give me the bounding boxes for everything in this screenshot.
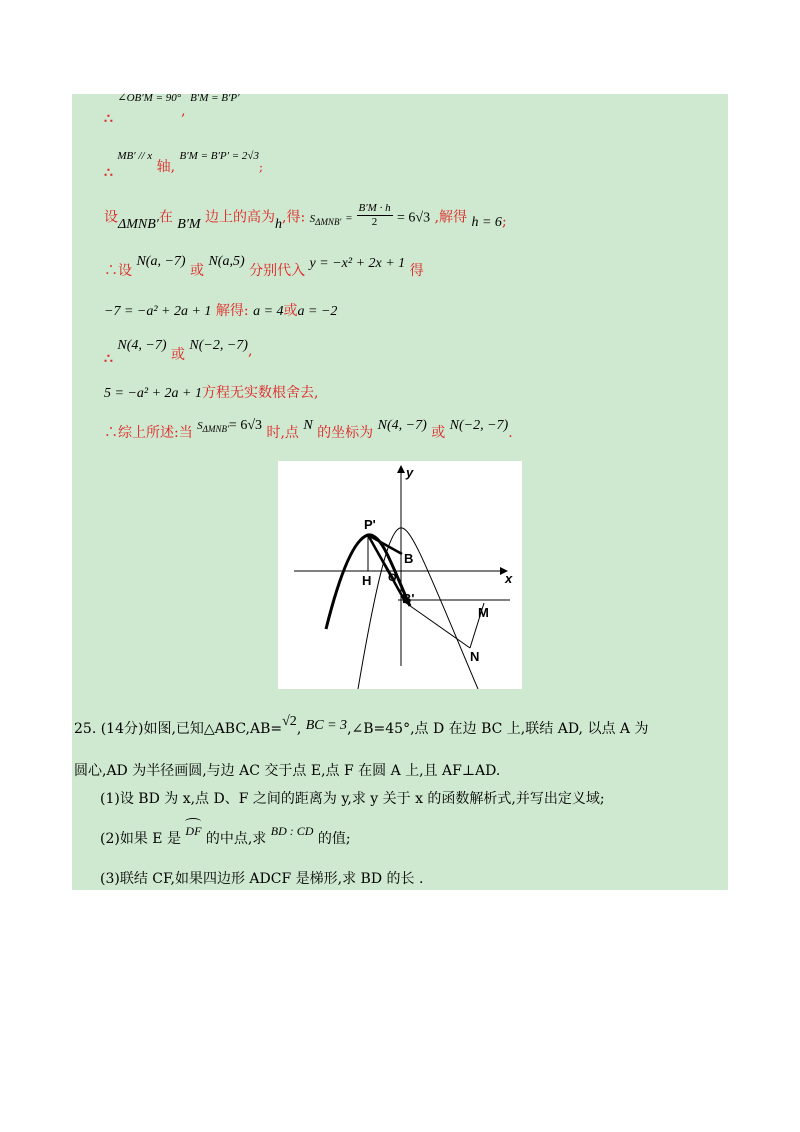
length-equation: B′M = B′P′ = 2√3: [179, 150, 259, 162]
root-1: a = 4: [253, 304, 284, 319]
label-h: H: [362, 573, 372, 588]
point-n-option-2: N(a,5): [208, 254, 245, 269]
solution-line-1: [104, 92, 240, 127]
period: .: [508, 425, 513, 441]
area-value: = 6√3: [397, 210, 431, 226]
text-let: 设: [104, 209, 118, 226]
point-n-option-1: N(a, −7): [136, 254, 186, 269]
semicolon: ;: [258, 160, 264, 174]
area-subscript: ΔMNB′: [202, 424, 229, 435]
problem-part-1: (1)设 BD 为 x,点 D、F 之间的距离为 y,求 y 关于 x 的函数解析式,并写出定义域;: [100, 791, 605, 807]
label-y: y: [406, 465, 414, 480]
problem-part-3: (3)联结 CF,如果四边形 ADCF 是梯形,求 BD 的长 .: [100, 871, 424, 887]
result-point-1: N(4, −7): [117, 338, 167, 353]
solution-line-7: [104, 384, 318, 403]
fraction-denominator: 2: [371, 216, 378, 228]
area-fraction: [357, 202, 393, 229]
label-x: x: [505, 571, 513, 586]
final-point-1: N(4, −7): [377, 418, 427, 433]
problem-number: 25.: [74, 721, 97, 737]
final-point-2: N(−2, −7): [449, 418, 509, 433]
label-o: O: [388, 572, 397, 584]
area-symbol: [197, 420, 229, 435]
problem-intro: (14分)如图,已知△ABC,AB=: [100, 721, 283, 737]
text-get: ,得:: [282, 209, 306, 226]
separator: ,: [181, 103, 186, 119]
problem-line-1: [74, 714, 649, 739]
therefore-symbol: ∴: [104, 111, 113, 127]
figure-svg: [278, 461, 522, 689]
segment-b-prime-n: [406, 603, 470, 648]
text-substitute: 分别代入: [249, 263, 306, 279]
segment-equation: B′M = B′P′: [190, 92, 240, 104]
semicolon: ;: [501, 213, 507, 230]
arc-df: DF: [185, 824, 202, 838]
solution-line-6: [104, 336, 253, 367]
sqrt-2: √2: [282, 714, 297, 729]
solution-line-8: [104, 416, 513, 441]
text-no-root: 方程无实数根舍去,: [202, 385, 319, 401]
label-n: N: [470, 649, 480, 664]
height-result: h = 6: [471, 214, 502, 230]
label-b-prime: B': [402, 591, 415, 606]
bc-equation: BC = 3: [305, 718, 348, 733]
area-s: S: [197, 420, 203, 432]
label-m: M: [478, 605, 489, 620]
parabola-equation: y = −x² + 2x + 1: [309, 256, 406, 271]
text-coords: 的坐标为: [317, 425, 374, 441]
text-get: 得: [409, 263, 424, 279]
root-2: a = −2: [297, 304, 338, 319]
problem-intro-rest: ,∠B=45°,点 D 在边 BC 上,联结 AD, 以点 A 为: [347, 721, 649, 737]
solution-line-3: [104, 204, 507, 231]
problem-part-2: [100, 824, 351, 848]
text-therefore-let: ∴设: [104, 263, 132, 279]
therefore-symbol: ∴: [104, 165, 113, 181]
equation-minus-7: −7 = −a² + 2a + 1: [104, 304, 212, 319]
area-value: = 6√3: [228, 418, 263, 433]
area-symbol: [310, 213, 342, 225]
comma: ,: [296, 721, 302, 737]
therefore-symbol: ∴: [104, 351, 113, 367]
triangle-label: ΔMNB′: [118, 216, 159, 232]
equation-5: 5 = −a² + 2a + 1: [104, 386, 202, 401]
text-or: 或: [170, 347, 185, 363]
text-or: 或: [283, 303, 298, 319]
equals: =: [345, 212, 353, 225]
text-or: 或: [190, 263, 205, 279]
area-s: S: [309, 212, 316, 225]
height-symbol: h: [275, 216, 283, 232]
point-n: N: [303, 418, 313, 433]
solution-line-5: [104, 302, 337, 321]
result-point-2: N(−2, −7): [189, 338, 248, 353]
part-2-text: (2)如果 E 是: [100, 831, 181, 847]
axis-text: 轴,: [156, 159, 176, 175]
text-solve: 解得:: [215, 303, 249, 319]
comma: ,: [247, 343, 253, 359]
text-on: 在: [158, 209, 173, 226]
area-subscript: ΔMNB′: [315, 216, 342, 227]
part-2-text-c: 的值;: [317, 831, 351, 847]
angle-equation: ∠OB′M = 90°: [117, 92, 182, 104]
text-conclusion: ∴综上所述:当: [104, 425, 193, 441]
text-when-point: 时,点: [266, 425, 299, 441]
side-label: B′M: [177, 216, 201, 232]
part-2-text-b: 的中点,求: [205, 831, 267, 847]
parallel-equation: MB′ // x: [117, 150, 153, 162]
parabola-figure: [278, 461, 522, 689]
problem-line-2: 圆心,AD 为半径画圆,与边 AC 交于点 E,点 F 在圆 A 上,且 AF⊥AD.: [74, 763, 501, 779]
label-p-prime: P': [364, 517, 376, 532]
text-solve: ,解得: [434, 209, 468, 226]
fraction-numerator: B′M · h: [358, 202, 391, 214]
text-or: 或: [431, 425, 446, 441]
original-parabola: [358, 528, 478, 689]
label-b: B: [404, 551, 414, 566]
ratio-bd-cd: BD : CD: [270, 824, 314, 838]
solution-line-4: [104, 254, 424, 279]
solution-line-2: [104, 150, 264, 181]
text-height: 边上的高为: [205, 209, 276, 226]
